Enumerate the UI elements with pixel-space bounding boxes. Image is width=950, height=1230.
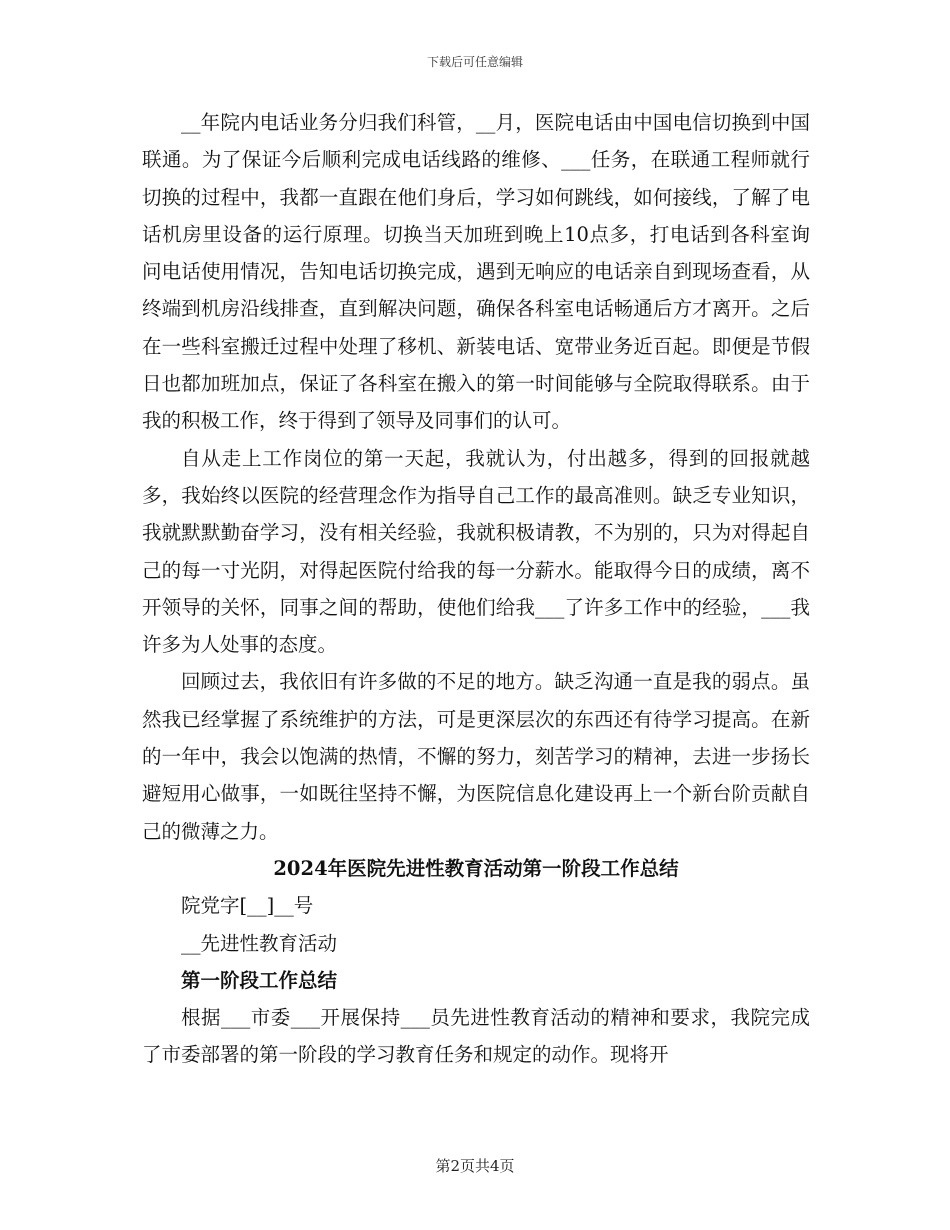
document-title: 2024年医院先进性教育活动第一阶段工作总结 (273, 856, 679, 880)
paragraph-summary-intro: 根据___市委___开展保持___员先进性教育活动的精神和要求，我院完成了市委部署的第一阶段的学习教育任务和规定的动作。现将开 (142, 1006, 810, 1067)
activity-line: __先进性教育活动 (181, 931, 338, 955)
section-heading: 第一阶段工作总结 (181, 968, 338, 992)
document-number: 院党字[__]__号 (181, 894, 314, 918)
document-body (142, 104, 810, 1074)
page-header: 下载后可任意编辑 (426, 55, 523, 69)
paragraph-review: 回顾过去，我依旧有许多做的不足的地方。缺乏沟通一直是我的弱点。虽然我已经掌握了系统维护的方法，可是更深层次的东西还有待学习提高。在新的一年中，我会以饱满的热情，不懈的努力，刻苦学习的精神，去进一步扬长避短用心做事，一如既往坚持不懈，为医院信息化建设再上一个新台阶贡献自己的微薄之力。 (142, 670, 810, 843)
page-number: 第2页共4页 (435, 1157, 515, 1175)
paragraph-work-attitude: 自从走上工作岗位的第一天起，我就认为，付出越多，得到的回报就越多，我始终以医院的经营理念作为指导自己工作的最高准则。缺乏专业知识，我就默默勤奋学习，没有相关经验，我就积极请教，不为别的，只为对得起自己的每一寸光阴，对得起医院付给我的每一分薪水。能取得今日的成绩，离不开领导的关怀，同事之间的帮助，使他们给我___了许多工作中的经验，___我许多为人处事的态度。 (142, 446, 810, 657)
paragraph-phone-service: __年院内电话业务分归我们科管，__月，医院电话由中国电信切换到中国联通。为了保证今后顺利完成电话线路的维修、___任务，在联通工程师就行切换的过程中，我都一直跟在他们身后，学习如何跳线，如何接线，了解了电话机房里设备的运行原理。切换当天加班到晚上10点多，打电话到各科室询问电话使用情况，告知电话切换完成，遇到无响应的电话亲自到现场查看，从终端到机房沿线排查，直到解决问题，确保各科室电话畅通后方才离开。之后在一些科室搬迁过程中处理了移机、新装电话、宽带业务近百起。即便是节假日也都加班加点，保证了各科室在搬入的第一时间能够与全院取得联系。由于我的积极工作，终于得到了领导及同事们的认可。 (142, 111, 810, 433)
